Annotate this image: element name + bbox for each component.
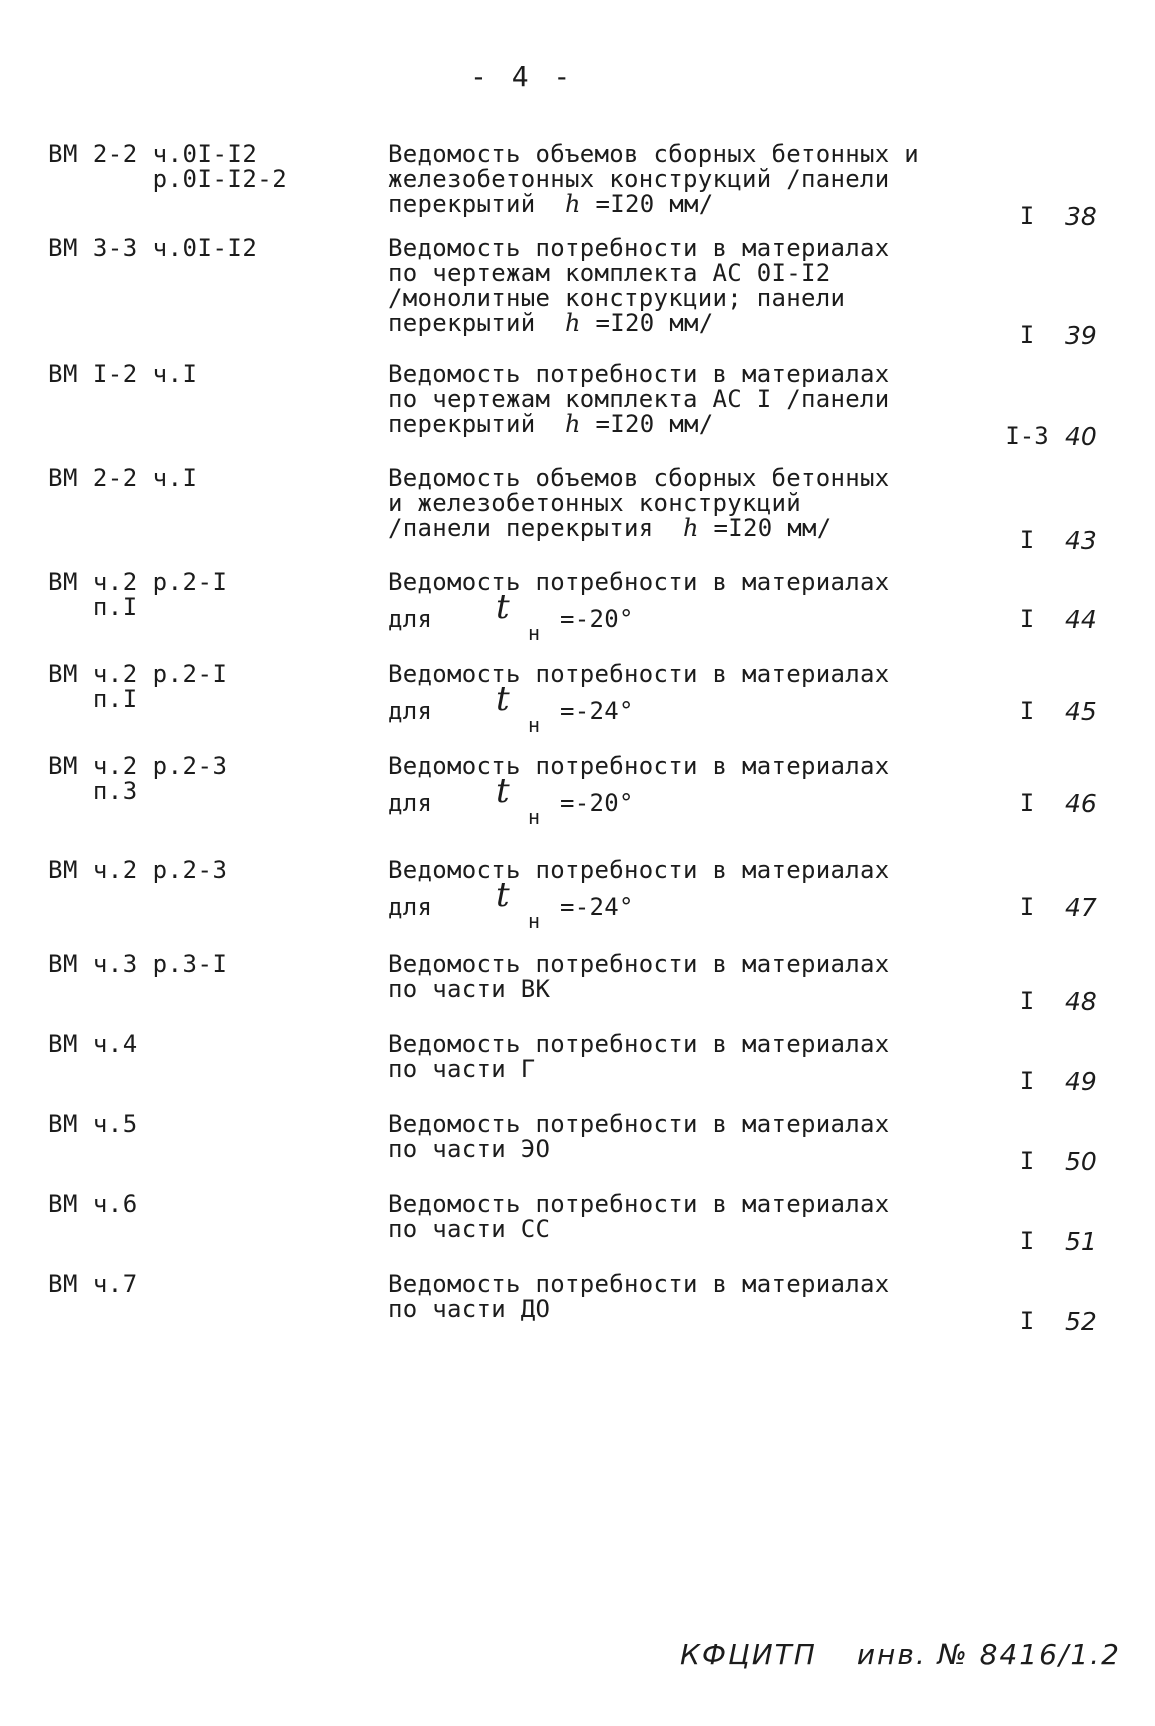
entry-code-line: ВМ ч.2 р.2-3 — [48, 856, 228, 884]
temperature-symbol: t — [496, 679, 510, 719]
height-symbol: h — [565, 309, 581, 337]
entry-sheet-count: I-3 — [1005, 422, 1049, 450]
archive-stamp — [680, 1638, 1155, 1671]
entry-description-line: Ведомость потребности в материалах — [388, 360, 890, 388]
entry-code — [48, 858, 227, 883]
entry-description-line: Ведомость объемов сборных бетонных и — [388, 140, 919, 168]
entry-description-line: по части ВК — [388, 975, 551, 1003]
entry-code — [48, 570, 227, 620]
entry-sheet-count: I — [1019, 987, 1035, 1015]
entry-code-line: ВМ ч.6 — [48, 1190, 138, 1218]
entry-page-number: 52 — [1065, 1307, 1097, 1336]
entry-page-number: 48 — [1065, 987, 1097, 1016]
description-text: перекрытий — [388, 410, 565, 438]
entry-description-line: Ведомость потребности в материалах — [388, 950, 890, 978]
formula-prefix: для — [388, 697, 433, 725]
entry-code-line: ВМ ч.4 — [48, 1030, 138, 1058]
height-symbol: h — [565, 190, 581, 218]
entry-code-line: ВМ ч.3 р.3-I — [48, 950, 228, 978]
entry-code — [48, 236, 257, 261]
entry-sheet-count: I — [1019, 202, 1035, 230]
description-text: /панели перекрытия — [388, 514, 683, 542]
entry-description-line: Ведомость потребности в материалах — [388, 856, 890, 884]
entry-sheet-count: I — [1019, 1307, 1035, 1335]
temperature-formula — [388, 587, 948, 645]
entry-code — [48, 466, 198, 491]
temperature-value: =-20° — [560, 605, 634, 633]
entry-description-line: Ведомость потребности в материалах — [388, 234, 890, 262]
page-number: - 4 - — [470, 60, 575, 93]
height-symbol: h — [682, 514, 699, 542]
entry-description — [388, 362, 948, 437]
entry-description-line: по части ЭО — [388, 1135, 551, 1163]
entry-description-line: и железобетонных конструкций — [388, 489, 801, 517]
entry-description — [388, 1032, 948, 1082]
entry-code-line: ВМ ч.7 — [48, 1270, 138, 1298]
entry-description-line: Ведомость потребности в материалах — [388, 1190, 890, 1218]
temperature-value: =-24° — [560, 697, 634, 725]
temperature-subscript: н — [528, 621, 541, 645]
entry-code — [48, 1112, 138, 1137]
description-text: =I20 мм/ — [580, 309, 714, 337]
entry-description-line: Ведомость потребности в материалах — [388, 568, 890, 596]
entry-description-line: Ведомость потребности в материалах — [388, 1110, 890, 1138]
entry-description-line: по чертежам комплекта АС 0I-I2 — [388, 259, 831, 287]
entry-sheet-count: I — [1019, 1067, 1035, 1095]
temperature-symbol: t — [496, 875, 510, 915]
entry-code — [48, 142, 287, 192]
entry-description — [388, 466, 948, 541]
entry-code-line: ВМ ч.2 р.2-I — [48, 660, 228, 688]
entry-page-number: 47 — [1065, 893, 1097, 922]
temperature-formula — [388, 679, 948, 737]
entry-description-line — [388, 311, 948, 336]
entry-code-line: п.3 — [48, 777, 138, 805]
entry-sheet-count: I — [1019, 605, 1035, 633]
description-text: перекрытий — [388, 309, 565, 337]
entry-code — [48, 1272, 138, 1297]
entry-description-line — [388, 192, 948, 217]
entry-description-line: Ведомость потребности в материалах — [388, 1030, 890, 1058]
entry-code — [48, 1032, 138, 1057]
entry-code-line: р.0I-I2-2 — [48, 165, 288, 193]
entry-code-line: ВМ 2-2 ч.I — [48, 464, 198, 492]
entry-code — [48, 952, 227, 977]
entry-code-line: п.I — [48, 593, 138, 621]
entry-code-line: ВМ 2-2 ч.0I-I2 — [48, 140, 258, 168]
formula-prefix: для — [388, 893, 433, 921]
entry-sheet-count: I — [1019, 697, 1035, 725]
entry-sheet-count: I — [1019, 321, 1035, 349]
entry-description-line: Ведомость потребности в материалах — [388, 752, 890, 780]
temperature-value: =-20° — [560, 789, 634, 817]
entry-description — [388, 1272, 948, 1322]
entry-code-line: п.I — [48, 685, 138, 713]
temperature-subscript: н — [528, 909, 541, 933]
stamp-org: КФЦИТП — [680, 1638, 817, 1671]
entry-description-line — [388, 516, 948, 541]
entry-description-line: железобетонных конструкций /панели — [388, 165, 890, 193]
temperature-formula — [388, 875, 948, 933]
entry-page-number: 39 — [1065, 321, 1097, 350]
entry-code — [48, 1192, 138, 1217]
description-text: =I20 мм/ — [580, 190, 714, 218]
entry-page-number: 45 — [1065, 697, 1097, 726]
entry-page-number: 43 — [1065, 526, 1097, 555]
entry-description-line: по чертежам комплекта АС I /панели — [388, 385, 890, 413]
entry-description-line: Ведомость объемов сборных бетонных — [388, 464, 890, 492]
entry-code-line: ВМ ч.5 — [48, 1110, 138, 1138]
formula-prefix: для — [388, 789, 433, 817]
entry-code — [48, 362, 198, 387]
entry-code-line: ВМ ч.2 р.2-3 — [48, 752, 228, 780]
entry-sheet-count: I — [1019, 1147, 1035, 1175]
entry-description-line — [388, 412, 948, 437]
temperature-symbol: t — [496, 771, 510, 811]
description-text: перекрытий — [388, 190, 565, 218]
temperature-value: =-24° — [560, 893, 634, 921]
entry-sheet-count: I — [1019, 789, 1035, 817]
entry-description-line: по части ДО — [388, 1295, 551, 1323]
entry-description — [388, 1112, 948, 1162]
entry-page-number: 50 — [1065, 1147, 1097, 1176]
entry-sheet-count: I — [1019, 893, 1035, 921]
entry-description-line: по части Г — [388, 1055, 536, 1083]
temperature-subscript: н — [528, 713, 541, 737]
temperature-formula — [388, 771, 948, 829]
description-text: =I20 мм/ — [698, 514, 832, 542]
entry-page-number: 40 — [1065, 422, 1097, 451]
height-symbol: h — [565, 410, 581, 438]
entry-sheet-count: I — [1019, 526, 1035, 554]
temperature-symbol: t — [496, 587, 510, 627]
entry-code-line: ВМ I-2 ч.I — [48, 360, 198, 388]
entry-page-number: 51 — [1065, 1227, 1097, 1256]
entry-description — [388, 142, 948, 217]
entry-page-number: 49 — [1065, 1067, 1097, 1096]
entry-description — [388, 1192, 948, 1242]
entry-description — [388, 754, 948, 829]
entry-description — [388, 662, 948, 737]
entry-description — [388, 952, 948, 1002]
entry-description-line: Ведомость потребности в материалах — [388, 660, 890, 688]
stamp-inventory: инв. № 8416/1.2 — [856, 1638, 1121, 1671]
entry-code — [48, 754, 227, 804]
entry-code-line: ВМ 3-3 ч.0I-I2 — [48, 234, 258, 262]
entry-page-number: 46 — [1065, 789, 1097, 818]
entry-description-line: по части СС — [388, 1215, 551, 1243]
entry-description — [388, 236, 948, 336]
entry-description — [388, 858, 948, 933]
temperature-subscript: н — [528, 805, 541, 829]
entry-sheet-count: I — [1019, 1227, 1035, 1255]
entry-code — [48, 662, 227, 712]
entry-description — [388, 570, 948, 645]
entry-description-line: Ведомость потребности в материалах — [388, 1270, 890, 1298]
entry-page-number: 44 — [1065, 605, 1097, 634]
formula-prefix: для — [388, 605, 433, 633]
description-text: =I20 мм/ — [580, 410, 714, 438]
entry-page-number: 38 — [1065, 202, 1097, 231]
entry-description-line: /монолитные конструкции; панели — [388, 284, 846, 312]
entry-code-line: ВМ ч.2 р.2-I — [48, 568, 228, 596]
